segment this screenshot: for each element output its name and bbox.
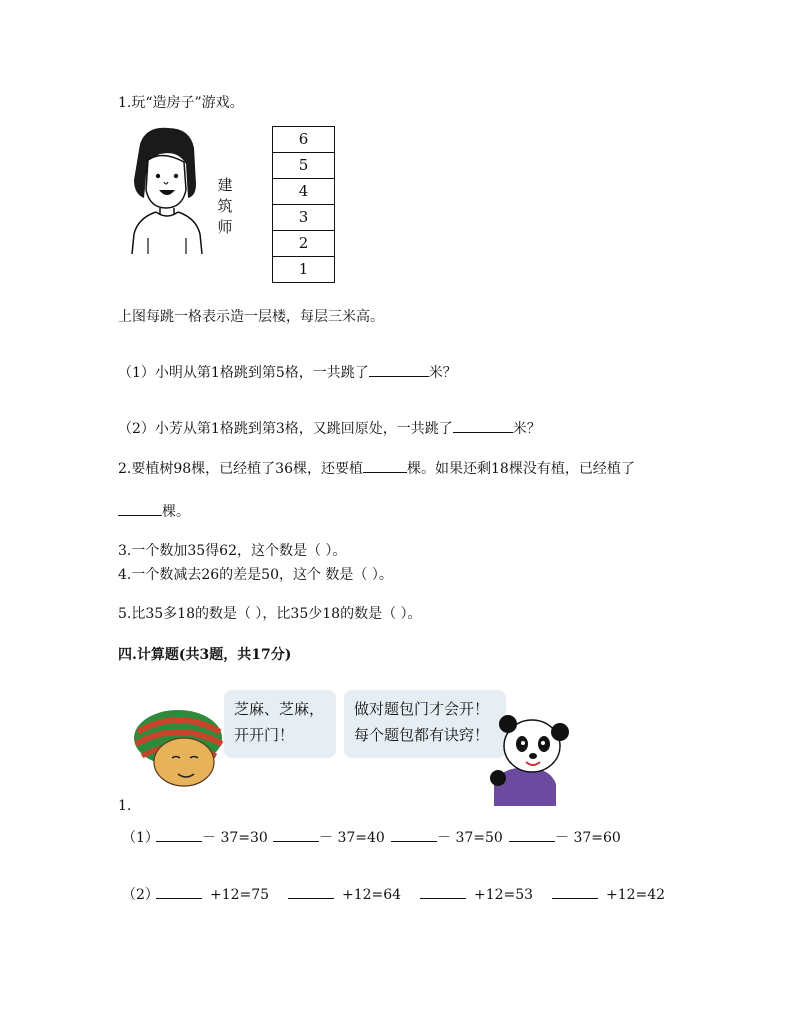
answer-blank[interactable] [288,886,334,899]
architect-label-1: 建 [217,176,233,194]
calc-row2-item2 [288,886,401,904]
speech-bubble-right [344,690,506,758]
turban-man-illustration [132,708,226,788]
equation-text: +12=64 [342,887,402,903]
calc-row1-item3 [391,829,503,847]
calc-row1-item4 [509,829,621,847]
q1-sub1 [118,364,457,382]
q2-line2 [118,503,190,521]
calc-row1-label: （1） [122,830,159,846]
equation-text: +12=42 [606,887,666,903]
q2-text-b: 棵。如果还剩18棵没有植，已经植了 [407,461,635,477]
calc-row2-item3 [420,886,533,904]
floor-cell: 4 [273,179,334,205]
equation-text: +12=75 [210,887,270,903]
q1-sub1-text: （1）小明从第1格跳到第5格，一共跳了 [118,365,369,381]
q1-description: 上图每跳一格表示造一层楼，每层三米高。 [118,309,384,325]
architect-label-3: 师 [217,218,233,236]
architect-label-2: 筑 [217,197,233,215]
equation-text: － 37=40 [319,830,385,846]
q2-text-c: 棵。 [162,504,190,520]
floor-cell: 2 [273,231,334,257]
q2-line1 [118,460,635,478]
floors-table [272,126,335,283]
bubble-right-line1: 做对题包门才会开！ [354,700,490,718]
answer-blank[interactable] [156,829,202,842]
answer-blank[interactable] [509,829,555,842]
answer-blank[interactable] [453,420,513,433]
answer-blank[interactable] [369,364,429,377]
q1-sub2 [118,420,541,438]
equation-text: +12=53 [474,887,534,903]
equation-text: － 37=50 [437,830,503,846]
answer-blank[interactable] [363,460,407,473]
bubble-left-line1: 芝麻、芝麻， [234,700,325,718]
architect-girl-illustration [126,124,206,258]
q1-sub1-unit: 米？ [428,365,457,381]
panda-illustration [484,712,576,810]
section-title: 四.计算题(共3题，共17分) [118,647,292,663]
q4: 4.一个数减去26的差是50，这个 数是（ ）。 [118,567,393,583]
q2-text-a: 2.要植树98棵，已经植了36棵，还要植 [118,461,363,477]
calc-row2-item1 [156,886,269,904]
equation-text: － 37=30 [202,830,268,846]
calc-row1-item1 [156,829,268,847]
bubble-right-line2: 每个题包都有诀窍！ [354,726,490,744]
q1-sub2-text: （2）小芳从第1格跳到第3格，又跳回原处，一共跳了 [118,421,453,437]
answer-blank[interactable] [552,886,598,899]
answer-blank[interactable] [391,829,437,842]
q1-title: 1.玩“造房子”游戏。 [118,95,244,111]
equation-text: － 37=60 [555,830,621,846]
q1-sub2-unit: 米？ [512,421,541,437]
calc-row2-label: （2） [122,887,159,903]
q5: 5.比35多18的数是（ ），比35少18的数是（ ）。 [118,606,422,622]
speech-bubble-left [224,690,336,758]
floor-cell: 1 [298,260,309,278]
floor-cell: 5 [273,153,334,179]
answer-blank[interactable] [273,829,319,842]
calc-row1-item2 [273,829,385,847]
answer-blank[interactable] [118,503,162,516]
bubble-left-line2: 开开门！ [234,726,295,744]
calc-number: 1. [118,798,132,814]
q3: 3.一个数加35得62，这个数是（ ）。 [118,543,347,559]
floor-cell: 6 [273,127,334,153]
answer-blank[interactable] [420,886,466,899]
calc-row2-item4 [552,886,665,904]
floor-cell: 3 [273,205,334,231]
answer-blank[interactable] [156,886,202,899]
